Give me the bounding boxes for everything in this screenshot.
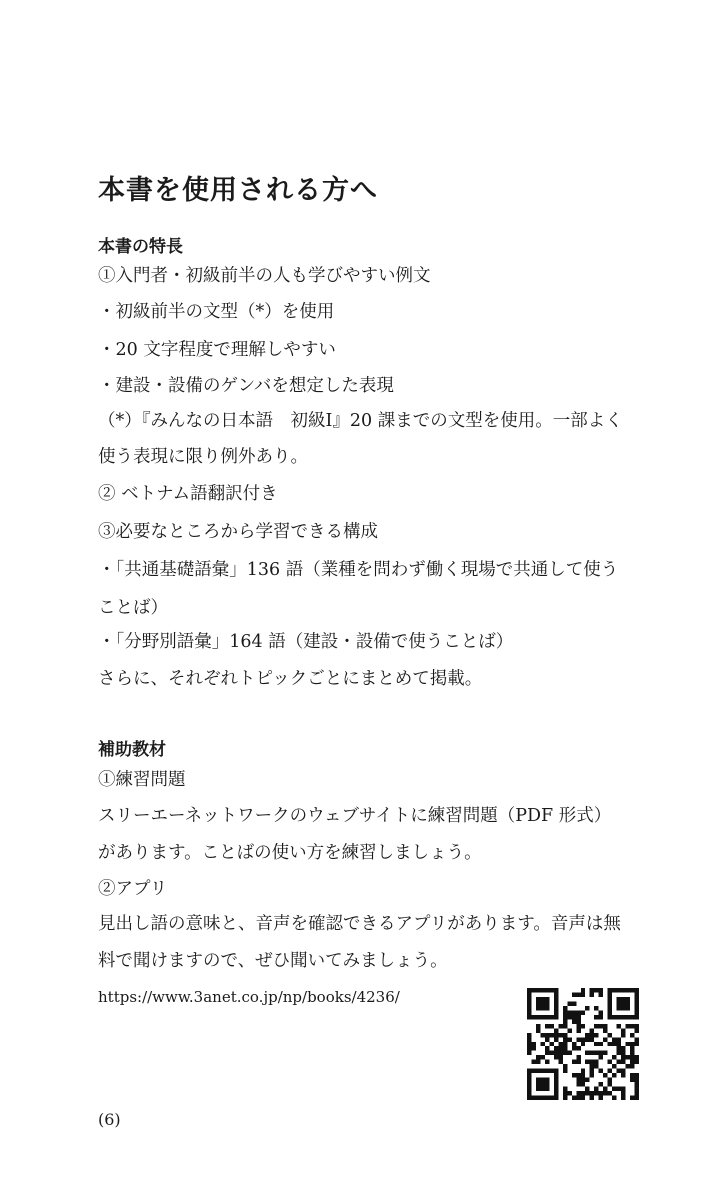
feature-line: ・20 文字程度で理解しやすい [98,340,336,360]
feature-line: （*）『みんなの日本語 初級Ⅰ』20 課までの文型を使用。一部よく [98,411,623,431]
material-line: 料で聞けますので、ぜひ聞いてみましょう。 [98,951,448,971]
feature-line: ・初級前半の文型（*）を使用 [98,302,335,322]
page-number: (6) [98,1110,121,1129]
page-title: 本書を使用される方へ [98,175,378,206]
feature-line: ①入門者・初級前半の人も学びやすい例文 [98,266,431,286]
feature-line: さらに、それぞれトピックごとにまとめて掲載。 [98,669,483,689]
material-line: ①練習問題 [98,770,186,790]
feature-line: ・建設・設備のゲンバを想定した表現 [98,376,394,396]
material-line: ②アプリ [98,879,168,899]
feature-line: 使う表現に限り例外あり。 [98,447,308,467]
qr-code-icon[interactable] [527,988,639,1100]
support-url-link[interactable]: https://www.3anet.co.jp/np/books/4236/ [98,988,400,1006]
feature-line: ③必要なところから学習できる構成 [98,522,378,542]
material-line: スリーエーネットワークのウェブサイトに練習問題（PDF 形式） [98,806,612,826]
material-line: があります。ことばの使い方を練習しましょう。 [98,843,482,863]
feature-line: ・「分野別語彙」164 語（建設・設備で使うことば） [98,632,514,652]
feature-line: ② ベトナム語翻訳付き [98,484,278,504]
section-heading-materials: 補助教材 [98,740,166,760]
feature-line: ・「共通基礎語彙」136 語（業種を問わず働く現場で共通して使う [98,560,619,580]
material-line: 見出し語の意味と、音声を確認できるアプリがあります。音声は無 [98,914,621,934]
feature-line: ことば） [98,598,168,618]
section-heading-features: 本書の特長 [98,237,183,257]
